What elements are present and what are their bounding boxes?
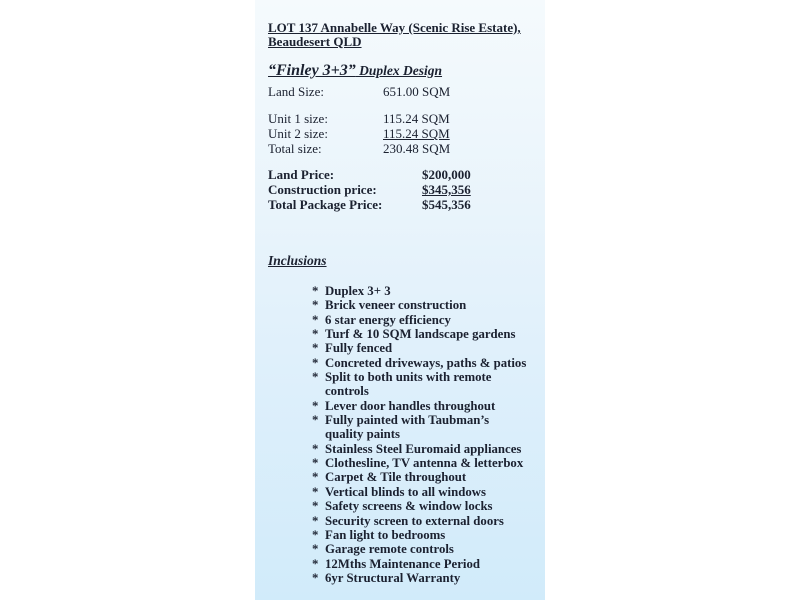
size-row-label: Total size: [268, 141, 322, 156]
inclusion-text: quality paints [325, 427, 401, 442]
inclusion-text: Stainless Steel Euromaid appliances [325, 441, 522, 456]
size-row-label: Unit 1 size: [268, 111, 328, 126]
inclusion-item [268, 542, 537, 556]
price-row-value: $200,000 [422, 167, 471, 182]
property-title-line-1: LOT 137 Annabelle Way (Scenic Rise Estate), [268, 20, 521, 35]
bullet-marker: * [312, 527, 319, 542]
inclusion-item [268, 399, 537, 413]
design-suffix: Duplex Design [355, 63, 443, 78]
inclusion-text: Brick veneer construction [325, 298, 467, 313]
size-row-value: 115.24 SQM [383, 111, 450, 126]
price-row-value: $545,356 [422, 197, 471, 212]
size-row-value: 230.48 SQM [383, 141, 451, 156]
price-row-value: $345,356 [422, 182, 471, 197]
land-size-row [268, 84, 537, 99]
inclusion-item [268, 456, 537, 470]
inclusion-item [268, 370, 537, 399]
inclusion-item [268, 413, 537, 442]
inclusion-text: Safety screens & window locks [325, 499, 493, 514]
land-size-label: Land Size: [268, 84, 324, 99]
bullet-marker: * [312, 327, 319, 342]
bullet-marker: * [312, 341, 319, 356]
prices-section [268, 167, 537, 212]
bullet-marker: * [312, 312, 319, 327]
size-row [268, 111, 537, 126]
property-title [268, 21, 537, 49]
size-row-label: Unit 2 size: [268, 126, 328, 141]
inclusion-text: Fully fenced [325, 341, 393, 356]
bullet-marker: * [312, 513, 319, 528]
inclusion-text: 12Mths Maintenance Period [325, 556, 480, 571]
inclusion-text: Turf & 10 SQM landscape gardens [325, 327, 516, 342]
unit-sizes-section [268, 111, 537, 156]
price-row [268, 167, 537, 182]
size-row [268, 126, 537, 141]
size-row [268, 141, 537, 156]
size-row-value: 115.24 SQM [383, 126, 450, 141]
inclusion-item [268, 442, 537, 456]
inclusion-text: Garage remote controls [325, 542, 454, 557]
inclusions-list [268, 284, 537, 585]
inclusion-item [268, 356, 537, 370]
inclusion-text: Carpet & Tile throughout [325, 470, 467, 485]
bullet-marker: * [312, 284, 319, 298]
inclusion-item [268, 284, 537, 298]
bullet-marker: * [312, 470, 319, 485]
inclusion-item [268, 327, 537, 341]
inclusion-text: Clothesline, TV antenna & letterbox [325, 456, 524, 471]
bullet-marker: * [312, 441, 319, 456]
bullet-marker: * [312, 398, 319, 413]
price-row-label: Total Package Price: [268, 197, 383, 212]
inclusion-text: Fan light to bedrooms [325, 527, 446, 542]
bullet-marker: * [312, 570, 319, 585]
inclusion-text: Concreted driveways, paths & patios [325, 355, 527, 370]
price-row [268, 182, 537, 197]
bullet-marker: * [312, 556, 319, 571]
listing-panel [255, 0, 545, 600]
inclusion-text: Vertical blinds to all windows [325, 484, 486, 499]
inclusion-item [268, 499, 537, 513]
bullet-marker: * [312, 499, 319, 514]
inclusion-item [268, 470, 537, 484]
inclusion-text: Security screen to external doors [325, 513, 504, 528]
bullet-marker: * [312, 484, 319, 499]
inclusions-heading: Inclusions [268, 253, 327, 268]
price-row [268, 197, 537, 212]
inclusion-item [268, 528, 537, 542]
price-row-label: Land Price: [268, 167, 335, 182]
bullet-marker: * [312, 456, 319, 471]
inclusion-item [268, 341, 537, 355]
inclusion-text: controls [325, 384, 369, 399]
bullet-marker: * [312, 298, 319, 313]
inclusion-item [268, 298, 537, 312]
inclusion-item [268, 557, 537, 571]
inclusion-text: Duplex 3+ 3 [325, 284, 391, 298]
land-size-section [268, 84, 537, 99]
land-size-value: 651.00 SQM [383, 84, 451, 99]
design-name: “Finley 3+3” [268, 62, 356, 79]
inclusion-item [268, 485, 537, 499]
inclusion-item [268, 571, 537, 585]
bullet-marker: * [312, 370, 319, 385]
design-heading [268, 62, 537, 80]
inclusion-text: Fully painted with Taubman’s [325, 413, 490, 428]
inclusion-text: Split to both units with remote [325, 370, 492, 385]
inclusion-text: Lever door handles throughout [325, 398, 496, 413]
bullet-marker: * [312, 413, 319, 428]
inclusion-item [268, 313, 537, 327]
bullet-marker: * [312, 542, 319, 557]
inclusion-text: 6 star energy efficiency [325, 312, 451, 327]
bullet-marker: * [312, 355, 319, 370]
price-row-label: Construction price: [268, 182, 377, 197]
property-title-line-2: Beaudesert QLD [268, 34, 362, 49]
inclusion-text: 6yr Structural Warranty [325, 570, 461, 585]
inclusion-item [268, 514, 537, 528]
